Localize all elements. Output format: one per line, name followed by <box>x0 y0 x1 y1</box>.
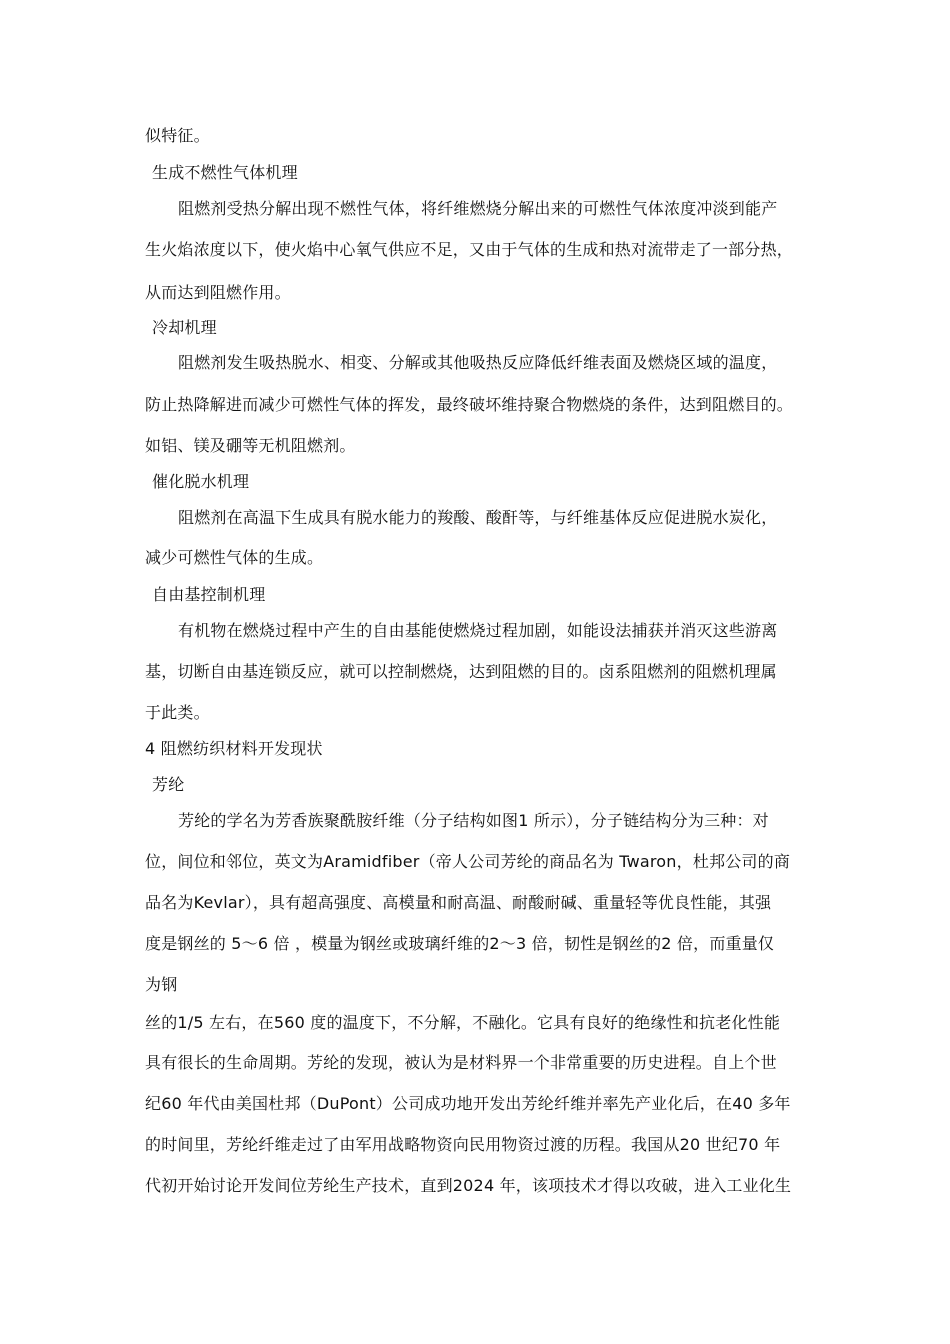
text-line: 生火焰浓度以下，使火焰中心氧气供应不足，又由于气体的生成和热对流带走了一部分热， <box>145 240 794 259</box>
subsection-heading: 生成不燃性气体机理 <box>152 163 298 182</box>
paragraph-first-line: 阻燃剂在高温下生成具有脱水能力的羧酸、酸酐等，与纤维基体反应促进脱水炭化， <box>178 508 778 527</box>
text-line: 的时间里，芳纶纤维走过了由军用战略物资向民用物资过渡的历程。我国从20 世纪70 年 <box>145 1135 781 1154</box>
text-line: 减少可燃性气体的生成。 <box>145 548 324 567</box>
text-line: 如铝、镁及硼等无机阻燃剂。 <box>145 436 356 455</box>
text-line: 度是钢丝的 5～6 倍 ，模量为钢丝或玻璃纤维的2～3 倍，韧性是钢丝的2 倍，而重量仅 <box>145 934 775 953</box>
paragraph-first-line: 有机物在燃烧过程中产生的自由基能使燃烧过程加剧，如能设法捕获并消灭这些游离 <box>178 621 778 640</box>
paragraph-first-line: 阻燃剂受热分解出现不燃性气体，将纤维燃烧分解出来的可燃性气体浓度冲淡到能产 <box>178 199 778 218</box>
text-line: 于此类。 <box>145 703 210 722</box>
text-line: 具有很长的生命周期。芳纶的发现，被认为是材料界一个非常重要的历史进程。自上个世 <box>145 1053 777 1072</box>
text-line: 为钢 <box>145 975 178 994</box>
paragraph-first-line: 芳纶的学名为芳香族聚酰胺纤维（分子结构如图1 所示），分子链结构分为三种：对 <box>178 811 769 830</box>
subsection-heading: 自由基控制机理 <box>152 585 266 604</box>
text-line: 丝的1/5 左右，在560 度的温度下，不分解，不融化。它具有良好的绝缘性和抗老化性能 <box>145 1013 781 1032</box>
text-line: 纪60 年代由美国杜邦（DuPont）公司成功地开发出芳纶纤维并率先产业化后，在40 多年 <box>145 1094 791 1113</box>
text-line: 位，间位和邻位，英文为Aramidfiber（帝人公司芳纶的商品名为 Twaron，杜邦公司的商 <box>145 852 791 871</box>
text-line: 代初开始讨论开发间位芳纶生产技术，直到2024 年，该项技术才得以攻破，进入工业化生 <box>145 1176 792 1195</box>
text-line: 基，切断自由基连锁反应，就可以控制燃烧，达到阻燃的目的。卤系阻燃剂的阻燃机理属 <box>145 662 777 681</box>
text-line: 似特征。 <box>145 126 210 145</box>
subsection-heading: 冷却机理 <box>152 318 217 337</box>
text-line: 从而达到阻燃作用。 <box>145 283 291 302</box>
paragraph-first-line: 阻燃剂发生吸热脱水、相变、分解或其他吸热反应降低纤维表面及燃烧区域的温度， <box>178 353 778 372</box>
text-line: 防止热降解进而减少可燃性气体的挥发，最终破坏维持聚合物燃烧的条件，达到阻燃目的。 <box>145 395 794 414</box>
section-heading: 4 阻燃纺织材料开发现状 <box>145 739 323 758</box>
text-line: 品名为Kevlar），具有超高强度、高模量和耐高温、耐酸耐碱、重量轻等优良性能，其强 <box>145 893 772 912</box>
subsection-heading: 催化脱水机理 <box>152 472 250 491</box>
subsection-heading: 芳纶 <box>152 775 185 794</box>
